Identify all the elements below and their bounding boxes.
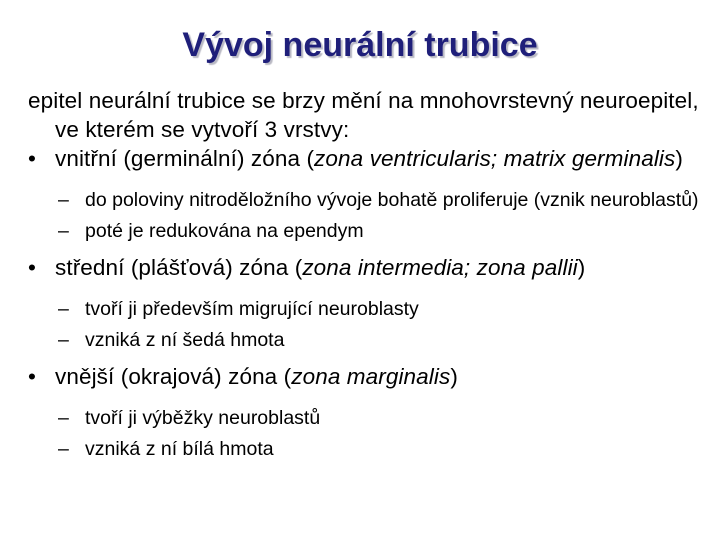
subpoint-text: tvoří ji především migrující neuroblasty <box>85 298 419 320</box>
dash-icon: – <box>58 220 69 242</box>
subpoint <box>28 437 712 461</box>
intro-paragraph: epitel neurální trubice se brzy mění na mnohovrstevný neuroepitel, ve kterém se vytvoří 3 vrstvy: <box>28 88 699 142</box>
dash-icon: – <box>58 189 69 211</box>
dash-icon: – <box>58 438 69 460</box>
slide-title: Vývoj neurální trubice <box>182 26 538 64</box>
slide-body <box>28 86 712 461</box>
dash-icon: – <box>58 329 69 351</box>
subpoint <box>28 297 712 321</box>
zone-bullet-middle <box>28 253 712 282</box>
zone-bullet-inner <box>28 144 712 173</box>
subpoint <box>28 406 712 430</box>
subpoint-text: vzniká z ní bílá hmota <box>85 438 274 460</box>
bullet-icon: • <box>28 364 36 389</box>
subpoint <box>28 219 712 243</box>
dash-icon: – <box>58 407 69 429</box>
subpoint-text: do poloviny nitroděložního vývoje bohatě proliferuje (vznik neuroblastů) <box>85 189 699 211</box>
subpoint-text: vzniká z ní šedá hmota <box>85 329 285 351</box>
dash-icon: – <box>58 298 69 320</box>
subpoint-text: tvoří ji výběžky neuroblastů <box>85 407 321 429</box>
zone-name: vnější (okrajová) zóna ( <box>55 364 292 389</box>
bullet-icon: • <box>28 255 36 280</box>
zone-bullet-outer <box>28 362 712 391</box>
zone-name: vnitřní (germinální) zóna ( <box>55 146 315 171</box>
zone-suffix: ) <box>450 364 458 389</box>
subpoint-text: poté je redukována na ependym <box>85 220 364 242</box>
bullet-icon: • <box>28 146 36 171</box>
subpoint <box>28 188 712 212</box>
zone-suffix: ) <box>675 146 683 171</box>
zone-latin-name: zona marginalis <box>291 364 451 389</box>
zone-latin-name: zona intermedia; zona pallii <box>302 255 578 280</box>
zone-suffix: ) <box>577 255 586 280</box>
subpoint <box>28 328 712 352</box>
zone-name: střední (plášťová) zóna ( <box>55 255 303 280</box>
zone-latin-name: zona ventricularis; matrix germinalis <box>314 146 676 171</box>
